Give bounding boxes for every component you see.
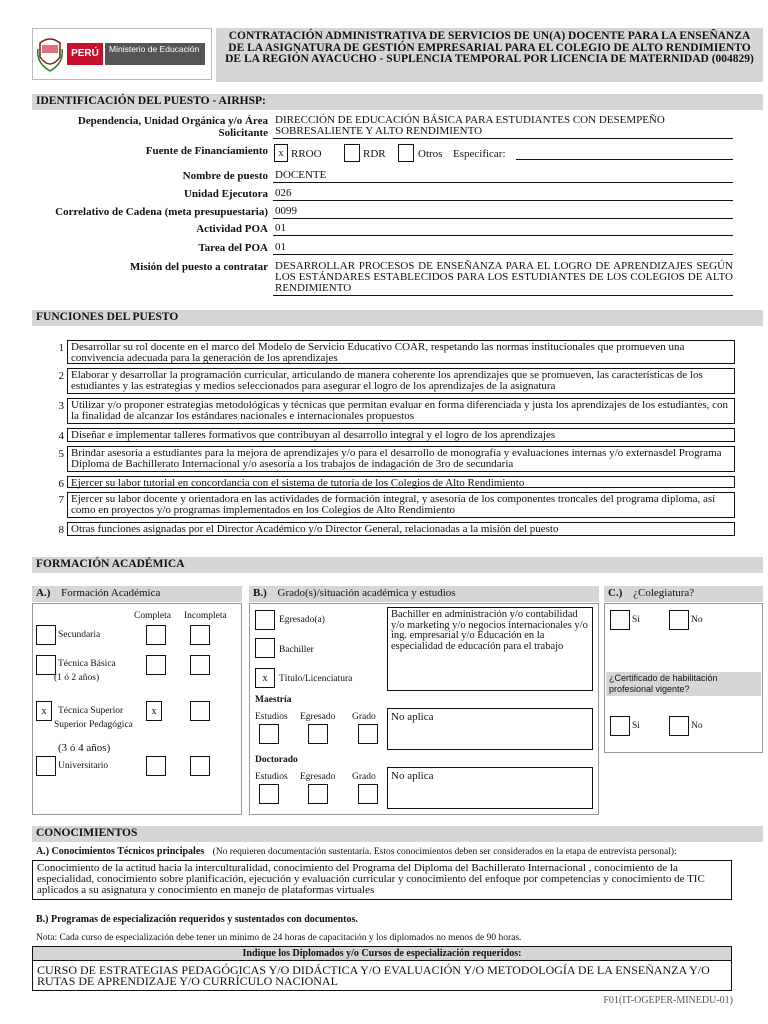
col-incompleta: Incompleta bbox=[184, 611, 227, 621]
tecnica-basica-label: Técnica Básica bbox=[58, 659, 116, 669]
tecnica-basica-completa[interactable] bbox=[146, 655, 166, 675]
coat-of-arms-icon bbox=[37, 35, 63, 73]
colegiatura-no-checkbox[interactable] bbox=[669, 610, 689, 630]
universitario-completa[interactable] bbox=[146, 756, 166, 776]
formacion-a-letter: A.) bbox=[36, 587, 51, 599]
secundaria-label: Secundaria bbox=[58, 630, 101, 640]
maestria-estudios: Estudios bbox=[255, 712, 288, 722]
egresado-checkbox[interactable] bbox=[255, 610, 275, 630]
superior-sub: (3 ó 4 años) bbox=[58, 742, 111, 754]
doctorado-grado-checkbox[interactable] bbox=[358, 784, 378, 804]
maestria-egresado-checkbox[interactable] bbox=[308, 724, 328, 744]
otros-checkbox[interactable] bbox=[398, 144, 414, 162]
colegiatura-si-label: Si bbox=[632, 615, 640, 625]
bachiller-checkbox[interactable] bbox=[255, 638, 275, 658]
section-funciones: FUNCIONES DEL PUESTO bbox=[32, 310, 763, 326]
rroo-checkbox[interactable]: x bbox=[274, 144, 288, 162]
tecnica-superior-completa[interactable]: x bbox=[146, 701, 162, 721]
logo-country: PERÚ bbox=[67, 43, 103, 65]
egresado-label: Egresado(a) bbox=[279, 615, 325, 625]
certificado-label: ¿Certificado de habilitación profesional vigente? bbox=[606, 672, 761, 696]
formacion-b-letter: B.) bbox=[253, 587, 267, 599]
funcion-item: Diseñar e implementar talleres formativos que contribuyan al desarrollo integral y el logro de los aprendizajes bbox=[67, 428, 735, 442]
footer-code: F01(IT-OGEPER-MINEDU-01) bbox=[603, 995, 733, 1006]
document-title bbox=[216, 28, 763, 82]
conocimientos-a-box bbox=[32, 860, 732, 900]
rdr-checkbox[interactable] bbox=[344, 144, 360, 162]
colegiatura-no-label: No bbox=[691, 615, 703, 625]
tarea-label: Tarea del POA bbox=[198, 242, 268, 254]
nombre-puesto-label: Nombre de puesto bbox=[182, 170, 268, 182]
correlativo-label: Correlativo de Cadena (meta presupuestaria) bbox=[55, 206, 268, 218]
doctorado-grado: Grado bbox=[352, 772, 376, 782]
doctorado-label: Doctorado bbox=[255, 755, 298, 765]
funcion-number: 7 bbox=[58, 494, 64, 506]
doctorado-estudios: Estudios bbox=[255, 772, 288, 782]
funcion-number: 2 bbox=[58, 370, 64, 382]
mision-value: DESARROLLAR PROCESOS DE ENSEÑANZA PARA EL LOGRO DE APRENDIZAJES SEGÚN LOS ESTÁNDARES ESTABLECIDOS PARA LOS ESTUDIANTES DE LOS COLEGIOS DE ALTO RENDIMIENTO bbox=[275, 260, 733, 294]
funcion-item: Ejercer su labor tutorial en concordancia con el sistema de tutoría de los Colegios de Alto Rendimiento bbox=[67, 476, 735, 488]
document-title-text: CONTRATACIÓN ADMINISTRATIVA DE SERVICIOS DE UN(A) DOCENTE PARA LA ENSEÑANZA DE LA ASIGNATURA DE GESTIÓN EMPRESARIAL PARA EL COLEGIO DE ALTO RENDIMIENTO DE LA REGIÓN AYACUCHO - SUPLENCIA TEMPORAL POR LICENCIA DE MATERNIDAD (004829) bbox=[225, 30, 754, 65]
tecnica-superior-label: Técnica Superior bbox=[58, 706, 124, 716]
conocimientos-b-title: B.) Programas de especialización requeridos y sustentados con documentos. bbox=[36, 914, 358, 925]
dependencia-value: DIRECCIÓN DE EDUCACIÓN BÁSICA PARA ESTUDIANTES CON DESEMPEÑO SOBRESALIENTE Y ALTO RENDIMIENTO bbox=[273, 115, 733, 139]
section-conocimientos: CONOCIMIENTOS bbox=[32, 826, 763, 842]
certificado-si-checkbox[interactable] bbox=[610, 716, 630, 736]
nombre-puesto-value: DOCENTE bbox=[273, 170, 733, 183]
conocimientos-b-table-header: Indique los Diplomados y/o Cursos de especialización requeridos: bbox=[33, 947, 731, 961]
certificado-si-label: Si bbox=[632, 721, 640, 731]
logo-ministry: Ministerio de Educación bbox=[105, 43, 205, 65]
tecnica-basica-incompleta[interactable] bbox=[190, 655, 210, 675]
tecnica-superior-incompleta[interactable] bbox=[190, 701, 210, 721]
formacion-c-title: ¿Colegiatura? bbox=[633, 587, 695, 599]
tecnica-basica-sub: (1 ó 2 años) bbox=[54, 673, 100, 683]
formacion-a-header bbox=[32, 586, 242, 602]
col-completa: Completa bbox=[134, 611, 171, 621]
rroo-label: RROO bbox=[291, 148, 322, 160]
logo bbox=[32, 28, 212, 80]
funcion-item: Elaborar y desarrollar la programación curricular, articulando de manera coherente los aprendizajes que se promueven, las características de los estudiantes y las estrategias y medios seleccionados para asegurar el logro de los aprendizajes de la asignatura bbox=[67, 368, 735, 394]
maestria-grado: Grado bbox=[352, 712, 376, 722]
conocimientos-a-text: Conocimiento de la actitud hacia la interculturalidad, conocimiento del Programa del Diploma del Bachillerato Internacional , conocimiento de la especialidad, conocimiento sobre planificación, ejecución y evaluación curricular y conocimiento del enfoque por competencias y conocimiento de TIC aplicados a su asignatura y conocimiento en manejo de plataformas virtuales bbox=[37, 862, 705, 896]
tarea-value: 01 bbox=[273, 242, 733, 255]
formacion-b-title: Grado(s)/situación académica y estudios bbox=[277, 587, 456, 599]
doctorado-estudios-checkbox[interactable] bbox=[259, 784, 279, 804]
otros-label: Otros bbox=[418, 148, 443, 160]
funcion-item: Desarrollar su rol docente en el marco del Modelo de Servicio Educativo COAR, respetando las normas institucionales que promueven una convivencia adecuada para la generación de los aprendizajes bbox=[67, 340, 735, 364]
unidad-ejecutora-value: 026 bbox=[273, 188, 733, 201]
superior-pedagogica-label: Superior Pedagógica bbox=[54, 720, 133, 730]
actividad-label: Actividad POA bbox=[196, 223, 268, 235]
certificado-no-checkbox[interactable] bbox=[669, 716, 689, 736]
funcion-number: 6 bbox=[58, 478, 64, 490]
colegiatura-si-checkbox[interactable] bbox=[610, 610, 630, 630]
doctorado-egresado: Egresado bbox=[300, 772, 336, 782]
conocimientos-b-note: Nota: Cada curso de especialización debe tener un mínimo de 24 horas de capacitación y los diplomados no menos de 90 horas. bbox=[36, 933, 522, 943]
fuente-label: Fuente de Financiamiento bbox=[145, 145, 268, 157]
maestria-grado-checkbox[interactable] bbox=[358, 724, 378, 744]
funcion-item: Utilizar y/o proponer estrategias metodológicas y técnicas que permitan evaluar en forma diferenciada y justa los aprendizajes de los estudiantes, con la finalidad de alcanzar los estándares nacionales e internacionales propuestos bbox=[67, 398, 735, 424]
maestria-egresado: Egresado bbox=[300, 712, 336, 722]
universitario-label: Universitario bbox=[58, 761, 109, 771]
funcion-item: Otras funciones asignadas por el Director Académico y/o Director General, relacionadas a la misión del puesto bbox=[67, 522, 735, 536]
funcion-item: Ejercer su labor docente y orientadora en las actividades de formación integral, y asesoría de los componentes troncales del programa diploma, así como en proyectos y/o programas implementados en los Colegios de Alto Rendimiento bbox=[67, 492, 735, 518]
formacion-c-letter: C.) bbox=[608, 587, 623, 599]
formacion-a-title: Formación Académica bbox=[61, 587, 161, 599]
secundaria-completa[interactable] bbox=[146, 625, 166, 645]
universitario-checkbox[interactable] bbox=[36, 756, 56, 776]
secundaria-checkbox[interactable] bbox=[36, 625, 56, 645]
funcion-item: Brindar asesoría a estudiantes para la mejora de aprendizajes y/o para el desarrollo de monografía y evaluaciones internas y/o externasdel Programa Diploma de Bachillerato Internacional y/o asesoría a los trabajos de indagación de 3ro de secundaria bbox=[67, 446, 735, 472]
conocimientos-a-header bbox=[36, 846, 677, 857]
section-formacion: FORMACIÓN ACADÉMICA bbox=[32, 557, 763, 573]
titulo-label: Título/Licenciatura bbox=[279, 674, 353, 684]
funcion-number: 3 bbox=[58, 400, 64, 412]
especificar-field[interactable] bbox=[516, 159, 733, 160]
maestria-value: No aplica bbox=[391, 711, 434, 723]
funcion-number: 8 bbox=[58, 524, 64, 536]
maestria-label: Maestría bbox=[255, 695, 292, 705]
mision-label: Misión del puesto a contratar bbox=[129, 261, 268, 273]
section-identificacion: IDENTIFICACIÓN DEL PUESTO - AIRHSP: bbox=[32, 94, 763, 110]
maestria-box bbox=[387, 708, 593, 750]
bachiller-label: Bachiller bbox=[279, 645, 314, 655]
grado-detail-text: Bachiller en administración y/o contabilidad y/o marketing y/o negocios internacionales y/o ing. empresarial y/o Educación en la especialidad de educación para el trabajo bbox=[391, 609, 588, 652]
grado-detail-box bbox=[387, 607, 593, 691]
maestria-estudios-checkbox[interactable] bbox=[259, 724, 279, 744]
doctorado-box bbox=[387, 767, 593, 809]
conocimientos-b-table bbox=[32, 946, 732, 991]
tecnica-basica-checkbox[interactable] bbox=[36, 655, 56, 675]
titulo-checkbox[interactable]: x bbox=[255, 668, 275, 688]
conocimientos-b-text: CURSO DE ESTRATEGIAS PEDAGÓGICAS Y/O DIDÁCTICA Y/O EVALUACIÓN Y/O METODOLOGÍA DE LA ENSEÑANZA Y/O RUTAS DE APRENDIZAJE Y/O CURRÍCULO NACIONAL bbox=[37, 963, 710, 988]
funcion-number: 5 bbox=[58, 448, 64, 460]
secundaria-incompleta[interactable] bbox=[190, 625, 210, 645]
correlativo-value: 0099 bbox=[273, 206, 733, 219]
formacion-c-header bbox=[604, 586, 763, 602]
funcion-number: 1 bbox=[58, 342, 64, 354]
conocimientos-a-note: (No requieren documentación sustentaria. Estos conocimientos deben ser considerados en la etapa de entrevista personal): bbox=[212, 847, 677, 857]
especificar-label: Especificar: bbox=[453, 148, 506, 160]
doctorado-egresado-checkbox[interactable] bbox=[308, 784, 328, 804]
dependencia-label: Dependencia, Unidad Orgánica y/o Área Solicitante bbox=[77, 115, 268, 139]
certificado-no-label: No bbox=[691, 721, 703, 731]
doctorado-value: No aplica bbox=[391, 770, 434, 782]
universitario-incompleta[interactable] bbox=[190, 756, 210, 776]
actividad-value: 01 bbox=[273, 223, 733, 236]
conocimientos-a-title: A.) Conocimientos Técnicos principales bbox=[36, 846, 205, 857]
funcion-number: 4 bbox=[58, 430, 64, 442]
formacion-b-header bbox=[249, 586, 599, 602]
rdr-label: RDR bbox=[363, 148, 386, 160]
unidad-ejecutora-label: Unidad Ejecutora bbox=[183, 188, 268, 200]
tecnica-superior-checkbox[interactable]: x bbox=[36, 701, 52, 721]
